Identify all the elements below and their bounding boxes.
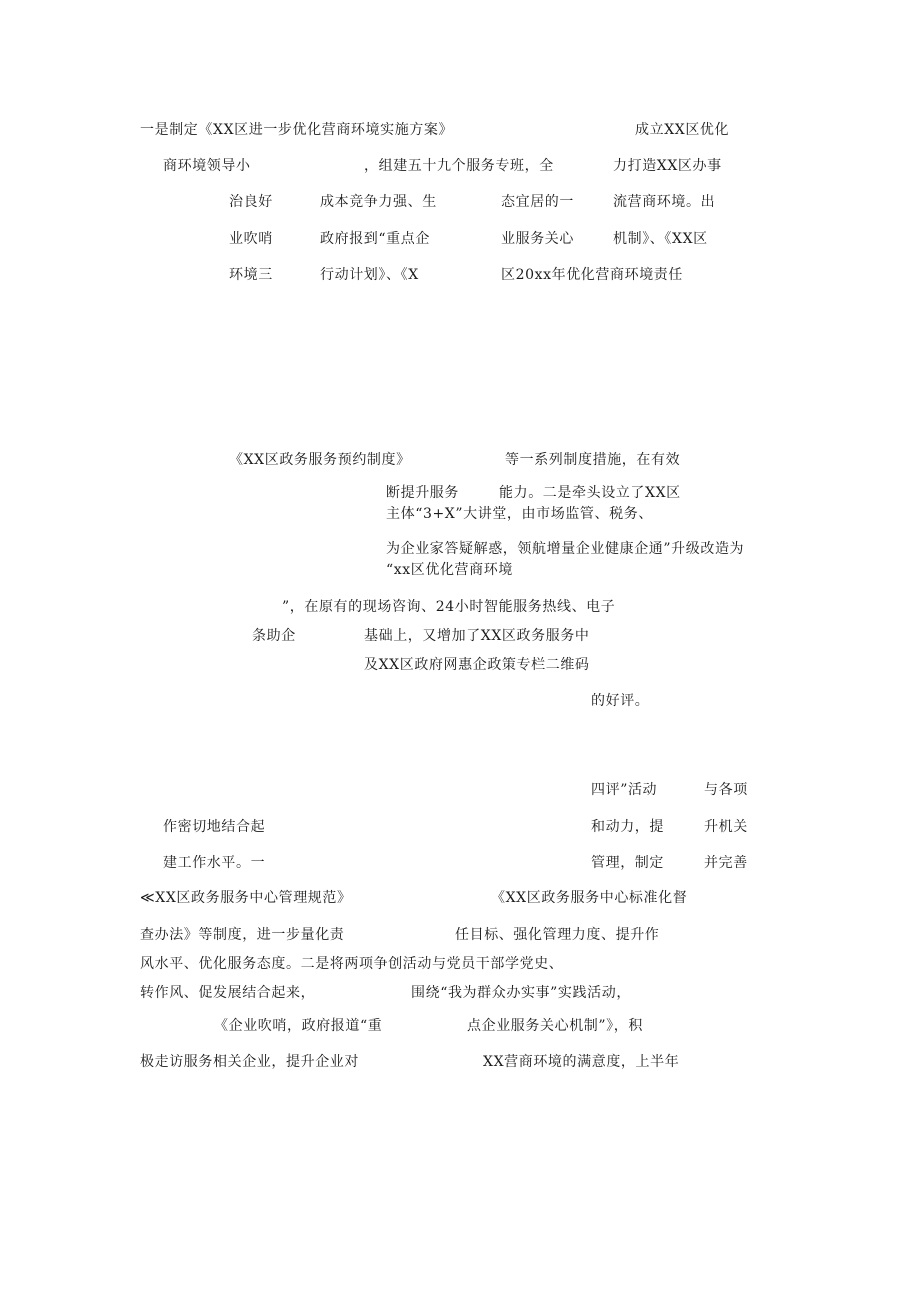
text-fragment: 《XX区政务服务预约制度》: [229, 452, 411, 468]
text-fragment: 及XX区政府网惠企政策专栏二维码: [364, 657, 590, 673]
text-fragment: 区20xx年优化营商环境责任: [501, 267, 684, 283]
text-fragment: ≪XX区政务服务中心管理规范》: [140, 890, 352, 906]
text-fragment: 治良好: [229, 194, 273, 210]
text-fragment: 管理，制定: [591, 855, 664, 871]
text-fragment: 行动计划》、《X: [320, 267, 419, 283]
text-fragment: 任目标、强化管理力度、提升作: [455, 927, 660, 943]
text-fragment: XX营商环境的满意度，上半年: [483, 1054, 680, 1070]
text-fragment: 风水平、优化服务态度。二是将两项争创活动与党员干部学党史、: [140, 956, 564, 972]
text-fragment: 断提升服务: [386, 485, 459, 501]
text-fragment: 力打造XX区办事: [613, 158, 722, 174]
text-fragment: 能力。二是牵头设立了XX区: [499, 485, 681, 501]
text-fragment: 转作风、促发展结合起来，: [140, 985, 316, 1001]
text-fragment: 环境三: [229, 267, 273, 283]
text-fragment: 《XX区政务服务中心标准化督: [491, 890, 688, 906]
text-fragment: 成立XX区优化: [635, 122, 730, 138]
text-fragment: ”，在原有的现场咨询、24小时智能服务热线、电子: [282, 599, 616, 615]
text-fragment: 点企业服务关心机制”》，积: [467, 1018, 643, 1034]
text-fragment: 的好评。: [591, 693, 650, 709]
text-fragment: 建工作水平。一: [163, 855, 266, 871]
text-fragment: 作密切地结合起: [163, 819, 266, 835]
text-fragment: 机制》、《XX区: [613, 231, 708, 247]
text-fragment: 围绕“我为群众办实事”实践活动，: [411, 985, 631, 1001]
text-fragment: 商环境领导小: [163, 158, 251, 174]
text-fragment: 《企业吹哨，政府报道“重: [214, 1018, 383, 1034]
text-fragment: 流营商环境。出: [613, 194, 716, 210]
text-fragment: 查办法》等制度，进一步量化责: [140, 927, 345, 943]
text-fragment: 主体“3+X”大讲堂，由市场监管、税务、: [386, 506, 653, 522]
text-fragment: 并完善: [704, 855, 748, 871]
text-fragment: 基础上，又增加了XX区政务服务中: [364, 628, 590, 644]
text-fragment: 与各项: [704, 782, 748, 798]
text-fragment: 条助企: [252, 628, 296, 644]
text-fragment: 政府报到“重点企: [320, 231, 430, 247]
text-fragment: 和动力，提: [591, 819, 664, 835]
text-fragment: 升机关: [704, 819, 748, 835]
text-fragment: 等一系列制度措施，在有效: [505, 452, 681, 468]
text-fragment: 态宜居的一: [501, 194, 574, 210]
text-fragment: 业吹哨: [229, 231, 273, 247]
text-fragment: 为企业家答疑解惑，领航增量企业健康企通”升级改造为: [386, 541, 745, 557]
text-fragment: “xx区优化营商环境: [386, 562, 513, 578]
text-fragment: ，组建五十九个服务专班，全: [364, 158, 554, 174]
text-fragment: 极走访服务相关企业，提升企业对: [140, 1054, 359, 1070]
text-fragment: 一是制定《XX区进一步优化营商环境实施方案》: [140, 122, 454, 138]
text-fragment: 四评”活动: [591, 782, 658, 798]
text-fragment: 业服务关心: [501, 231, 574, 247]
text-fragment: 成本竞争力强、生: [320, 194, 437, 210]
